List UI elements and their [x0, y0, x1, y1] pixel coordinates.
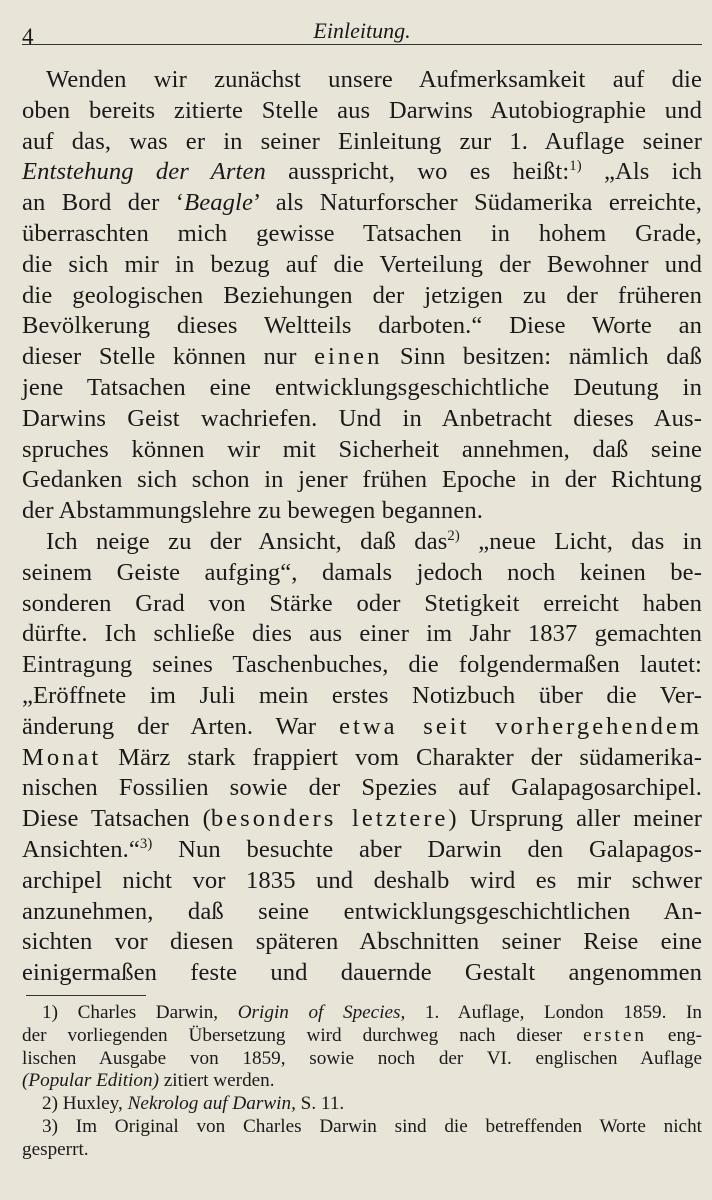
text-line: archipel nicht vor 1835 und deshalb wird es mir schwer — [22, 866, 702, 894]
text-line: einigermaßen feste und dauernde Gestalt angenommen — [22, 959, 702, 987]
text-line: an Bord der ‘Beagle’ als Naturforscher Südamerika erreichte, — [22, 189, 702, 217]
running-title: Einleitung. — [313, 18, 411, 43]
text-line: Wenden wir zunächst unsere Aufmerksamkeit auf die — [46, 66, 702, 93]
footnote-2 — [22, 1093, 702, 1116]
footnote-divider — [26, 995, 146, 996]
emphasis-spaced: einen — [314, 343, 383, 371]
text-line: dürfte. Ich schließe dies aus einer im Jahr 1837 gemachten — [22, 620, 702, 648]
footnote-1 — [22, 1002, 702, 1093]
page-number: 4 — [22, 24, 34, 49]
footnote-ref-3: 3) — [139, 835, 153, 852]
text-line: änderung der Arten. War etwa seit vorhergehendem — [22, 712, 702, 740]
footnote-line: 1) Charles Darwin, Origin of Species, 1. Auflage, London 1859. In — [42, 1001, 703, 1023]
text-line: seinem Geiste aufging“, damals jedoch noch keinen be- — [22, 558, 702, 586]
text-line: Ansichten.“$^{3)}$ Nun besuchte aber Darwin den Galapagos- — [22, 835, 702, 863]
ship-name-italic: Beagle — [184, 189, 253, 217]
text-line: spruches können wir mit Sicherheit annehmen, daß seine — [22, 435, 702, 463]
footnote-3 — [22, 1116, 702, 1162]
text-line: Monat März stark frappiert vom Charakter der südamerika- — [22, 743, 703, 771]
footnote-line: der vorliegenden Übersetzung wird durchweg nach dieser ersten eng- — [22, 1024, 703, 1046]
paragraph-2 — [22, 527, 702, 989]
emphasis-spaced: Monat — [22, 743, 102, 771]
footnote-line: 3) Im Original von Charles Darwin sind die betreffenden Worte nicht — [42, 1115, 702, 1137]
footnote-ref-2: 2) — [447, 527, 460, 544]
text-line: der Abstammungslehre zu bewegen begannen. — [22, 497, 483, 525]
text-line: „Eröffnete im Juli mein erstes Notizbuch über die Ver- — [22, 681, 702, 709]
text-line: Bevölkerung dieses Weltteils darboten.“ Diese Worte an — [22, 312, 702, 340]
footnote-ref-1: 1) — [569, 158, 582, 175]
text-line: die geologischen Beziehungen der jetzigen zu der früheren — [22, 281, 702, 309]
text-line: überraschten mich gewisse Tatsachen in hohem Grade, — [22, 219, 702, 247]
text-line: Darwins Geist wachriefen. Und in Anbetracht dieses Aus- — [22, 404, 702, 432]
text-line: die sich mir in bezug auf die Verteilung der Bewohner und — [22, 250, 702, 278]
page-header — [22, 14, 702, 49]
text-line: Diese Tatsachen (besonders letztere) Ursprung aller meiner — [22, 805, 702, 833]
text-line: Eintragung seines Taschenbuches, die folgendermaßen lautet: — [22, 651, 702, 679]
body-text — [22, 65, 702, 989]
text-line: sonderen Grad von Stärke oder Stetigkeit erreicht haben — [22, 589, 702, 617]
text-line: sichten vor diesen späteren Abschnitten seiner Reise eine — [22, 928, 702, 956]
footnote-line: gesperrt. — [22, 1138, 89, 1160]
emphasis-spaced: besonders letztere — [210, 805, 449, 833]
text-line: Ich neige zu der Ansicht, daß das$^{2)}$ „neue Licht, das in — [46, 527, 703, 555]
text-line: dieser Stelle können nur einen Sinn besitzen: nämlich daß — [22, 343, 703, 371]
text-line: oben bereits zitierte Stelle aus Darwins Autobiographie und — [22, 96, 702, 124]
paragraph-1 — [22, 65, 702, 527]
text-line: Entstehung der Arten ausspricht, wo es heißt:$^{1)}$ „Als ich — [22, 158, 703, 186]
text-line: auf das, was er in seiner Einleitung zur 1. Auflage seiner — [22, 127, 702, 155]
text-line: anzunehmen, daß seine entwicklungsgeschichtlichen An- — [22, 897, 702, 925]
footnote-line: lischen Ausgabe von 1859, sowie noch der VI. englischen Auflage — [22, 1047, 702, 1069]
text-line: Gedanken sich schon in jener frühen Epoche in der Richtung — [22, 466, 702, 494]
emphasis-spaced: etwa seit vorhergehendem — [339, 712, 702, 740]
text-line: jene Tatsachen eine entwicklungsgeschichtliche Deutung in — [22, 373, 702, 401]
book-title-italic: Entstehung der Arten — [22, 158, 266, 186]
text-line: nischen Fossilien sowie der Spezies auf Galapagosarchipel. — [22, 774, 702, 802]
footnote-line: (Popular Edition) zitiert werden. — [22, 1070, 275, 1092]
footnote-line: 2) Huxley, Nekrolog auf Darwin, S. 11. — [42, 1093, 345, 1115]
footnotes — [22, 1002, 702, 1162]
